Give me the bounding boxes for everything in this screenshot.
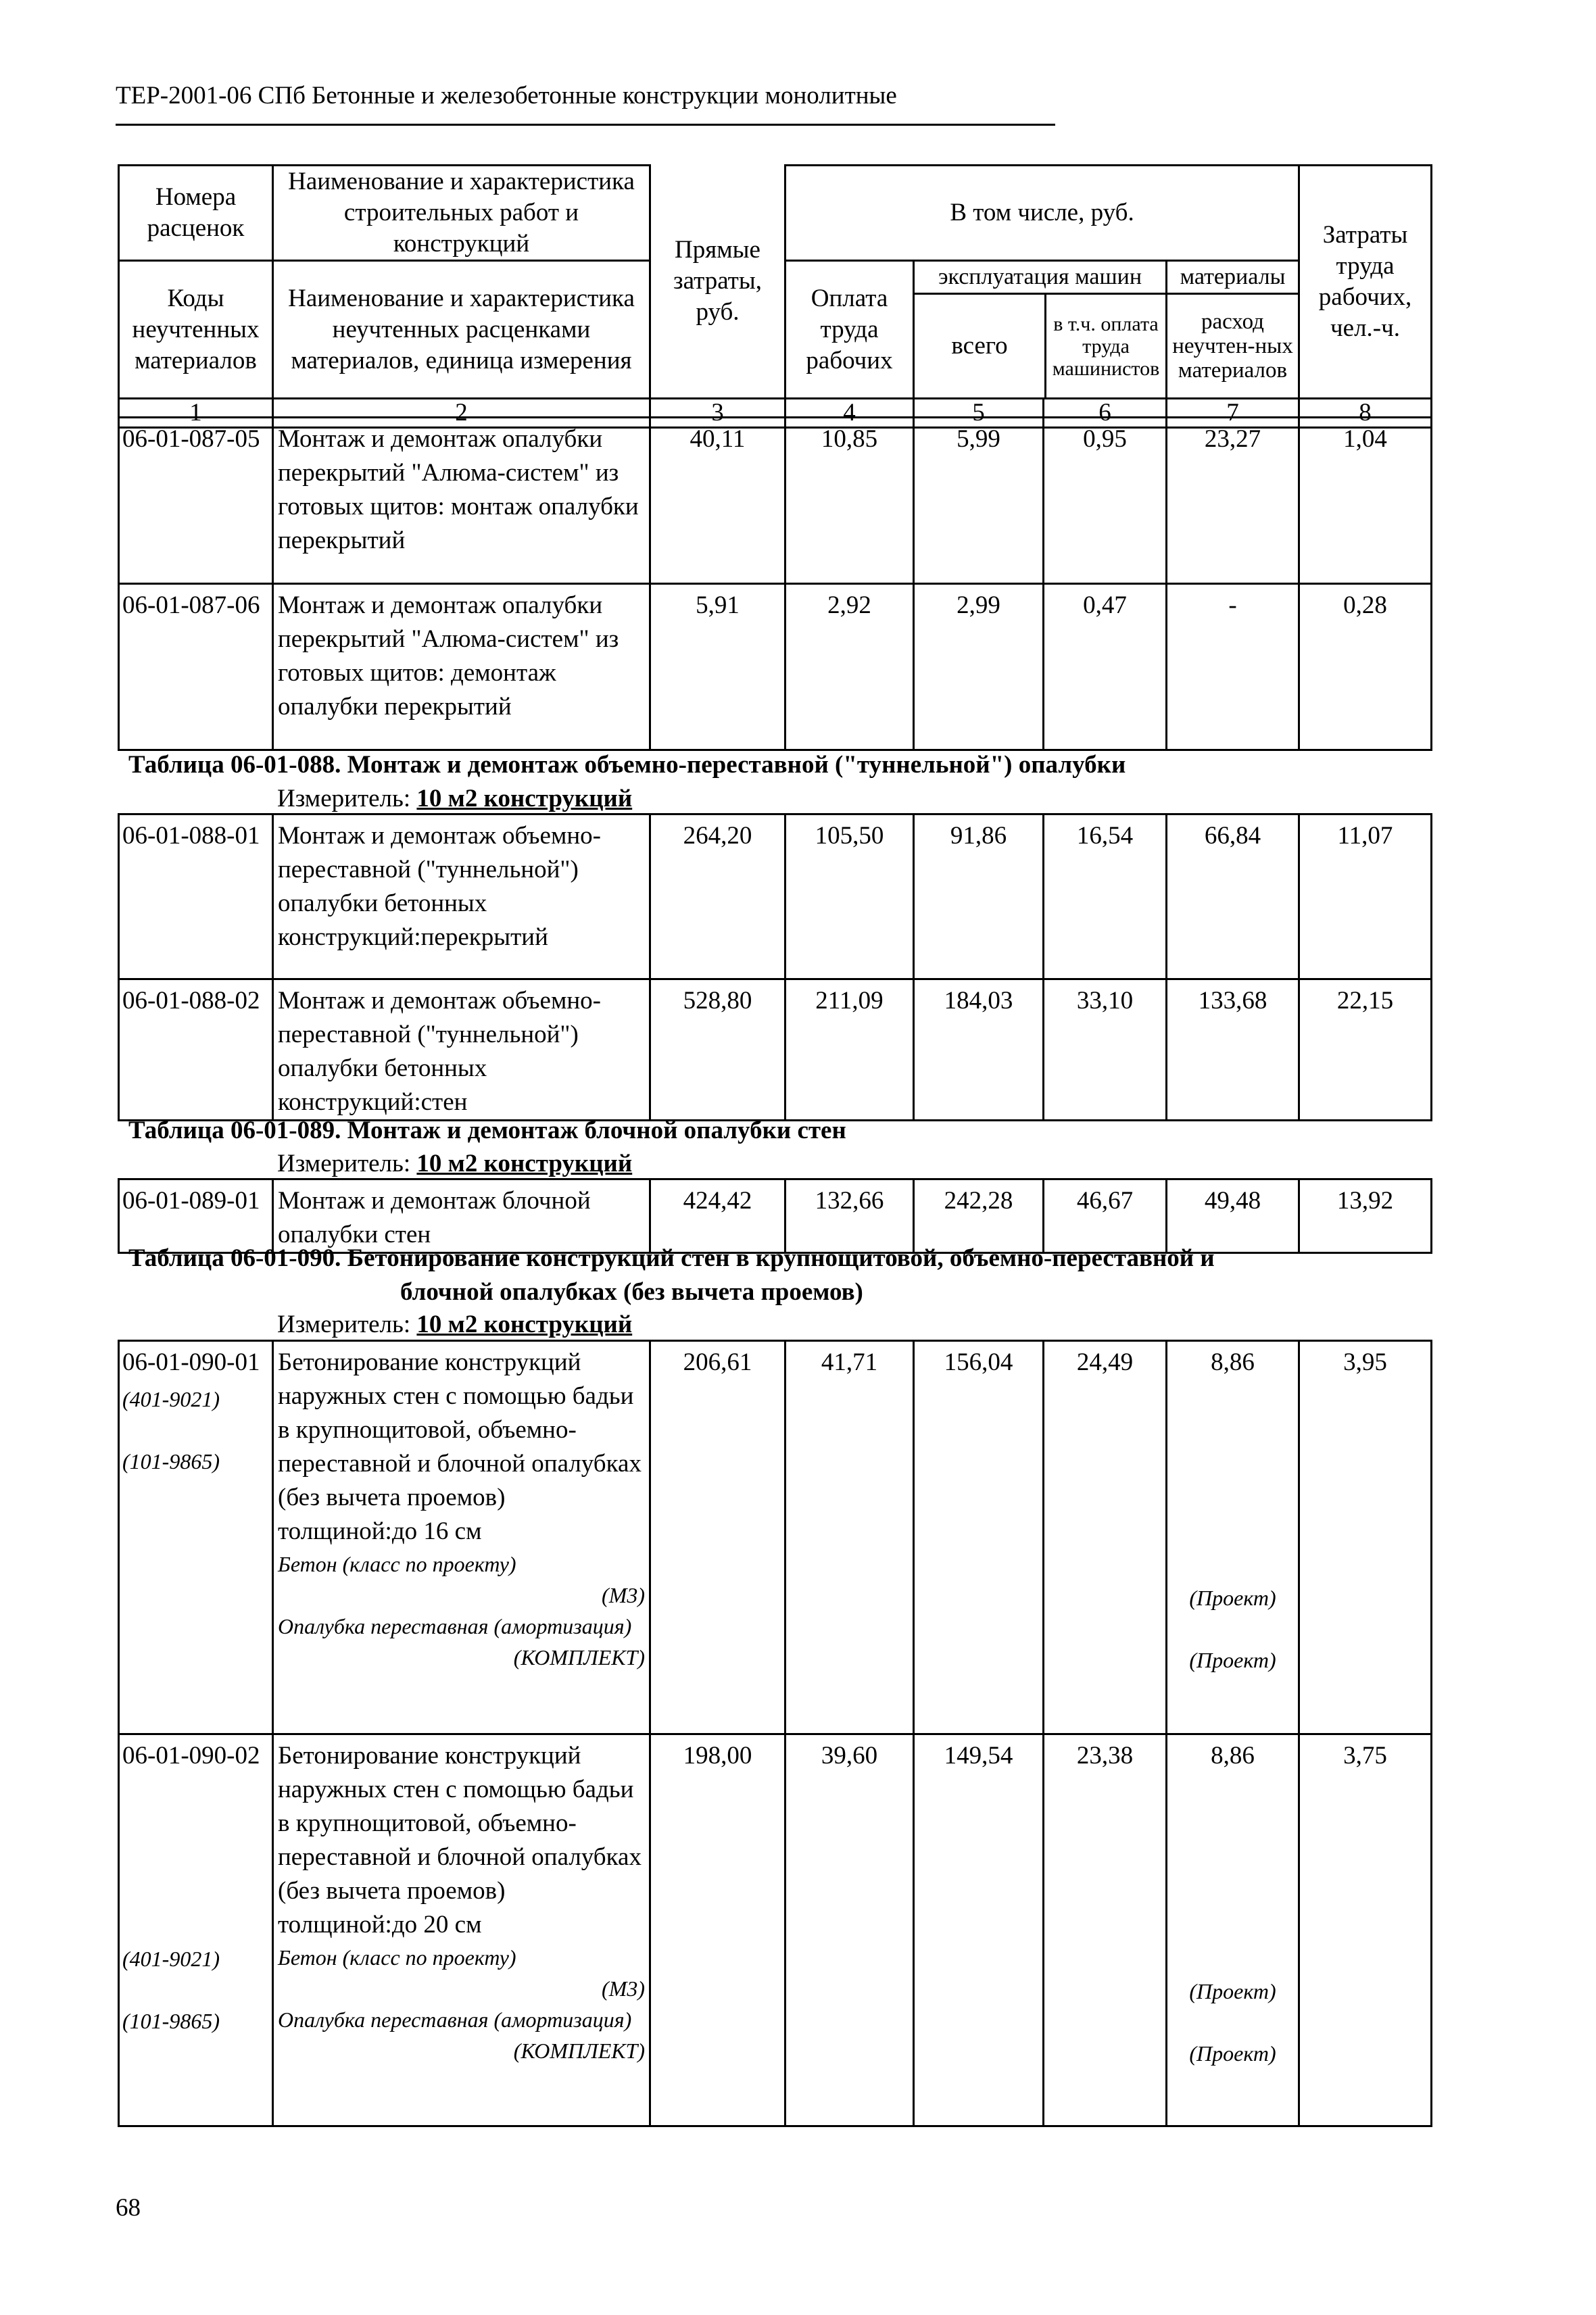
direct-cost: 5,91 (650, 584, 785, 750)
material-name-1: Бетон (класс по проекту) (278, 1552, 516, 1576)
col-unaccounted-materials-header: расход неучтен-ных материалов (1172, 310, 1293, 383)
table-090-caption-line2: блочной опалубках (без вычета проемов) (400, 1278, 863, 1306)
labor-hours: 11,07 (1299, 814, 1432, 979)
rate-name: Бетонирование конструкций наружных стен с помощью бадьи в крупнощитовой, объемно-переставной и блочной опалубках (без вычета проемов) толщиной:до 20 см (278, 1742, 642, 1939)
materials-cell (1167, 1341, 1299, 1734)
col-machines-header: эксплуатация машин (915, 262, 1165, 295)
labor-cost: 41,71 (785, 1341, 914, 1734)
col-num-1: 1 (119, 399, 273, 428)
material-unit-1: (М3) (602, 1976, 645, 2001)
table-row (119, 814, 1432, 979)
table-088-caption: Таблица 06-01-088. Монтаж и демонтаж объемно-переставной ("туннельной") опалубки (128, 751, 1126, 779)
rate-code: 06-01-088-01 (119, 814, 273, 979)
table-row (119, 979, 1432, 1121)
labor-hours: 22,15 (1299, 979, 1432, 1121)
col-material-name-header: Наименование и характеристика неучтенных расценками материалов, единица измерения (273, 261, 650, 399)
machinist-labor-cost: 24,49 (1044, 1341, 1167, 1734)
material-value-1: (Проект) (1189, 1586, 1276, 1610)
material-name-2: Опалубка переставная (амортизация) (278, 1614, 632, 1638)
materials-group (1167, 261, 1299, 399)
materials-cost: 8,86 (1211, 1348, 1255, 1376)
rate-code: 06-01-089-01 (119, 1179, 273, 1253)
col-codes-header: Номера расценок (119, 166, 273, 261)
labor-cost: 211,09 (785, 979, 914, 1121)
direct-cost: 198,00 (650, 1734, 785, 2126)
table-089 (118, 1178, 1432, 1254)
material-unit-2: (КОМПЛЕКТ) (513, 1645, 645, 1670)
labor-hours: 3,95 (1299, 1341, 1432, 1734)
rate-name-cell (273, 1734, 650, 2126)
materials-cost: 133,68 (1167, 979, 1299, 1121)
machinist-labor-cost: 33,10 (1044, 979, 1167, 1121)
header-rule (116, 124, 1055, 126)
labor-cost: 105,50 (785, 814, 914, 979)
materials-cell (1167, 1734, 1299, 2126)
machines-group (914, 261, 1167, 399)
material-name-1: Бетон (класс по проекту) (278, 1945, 516, 1970)
col-materials-header: материалы (1167, 262, 1298, 295)
col-labor-header: Оплата труда рабочих (785, 261, 914, 399)
rate-name: Монтаж и демонтаж блочной опалубки стен (273, 1179, 650, 1253)
col-material-codes-header: Коды неучтенных материалов (119, 261, 273, 399)
labor-hours: 0,28 (1299, 584, 1432, 750)
table-089-meter (277, 1149, 632, 1178)
materials-cost: 66,84 (1167, 814, 1299, 979)
labor-cost: 39,60 (785, 1734, 914, 2126)
table-row (119, 1734, 1432, 2126)
material-code-2: (101-9865) (122, 2009, 220, 2033)
material-value-2: (Проект) (1189, 2041, 1276, 2066)
material-unit-2: (КОМПЛЕКТ) (513, 2039, 645, 2063)
meter-value: 10 м2 конструкций (416, 1311, 633, 1338)
direct-cost: 40,11 (650, 418, 785, 584)
rate-name: Монтаж и демонтаж опалубки перекрытий "Алюма-систем" из готовых щитов: демонтаж опалубки перекрытий (273, 584, 650, 750)
machine-cost: 149,54 (914, 1734, 1044, 2126)
rate-code: 06-01-090-02 (122, 1742, 260, 1770)
table-090 (118, 1340, 1432, 2127)
page-number: 68 (116, 2194, 141, 2222)
meter-label: Измеритель: (277, 1311, 411, 1338)
rate-name: Бетонирование конструкций наружных стен с помощью бадьи в крупнощитовой, объемно-переставной и блочной опалубках (без вычета проемов) толщиной:до 16 см (278, 1348, 642, 1545)
machine-cost: 91,86 (914, 814, 1044, 979)
machinist-labor-cost: 16,54 (1044, 814, 1167, 979)
meter-label: Измеритель: (277, 785, 411, 812)
labor-hours: 13,92 (1299, 1179, 1432, 1253)
table-088 (118, 813, 1432, 1121)
rate-name: Монтаж и демонтаж объемно-переставной ("туннельной") опалубки бетонных конструкций:перекрытий (273, 814, 650, 979)
col-num-8: 8 (1299, 399, 1432, 428)
meter-value: 10 м2 конструкций (416, 785, 633, 812)
col-machines-total-header: всего (915, 295, 1046, 397)
direct-cost: 528,80 (650, 979, 785, 1121)
machine-cost: 2,99 (914, 584, 1044, 750)
materials-cost: - (1167, 584, 1299, 750)
machine-cost: 184,03 (914, 979, 1044, 1121)
rate-code-cell (119, 1341, 273, 1734)
material-code-1: (401-9021) (122, 1947, 220, 1971)
materials-cost: 49,48 (1167, 1179, 1299, 1253)
material-value-1: (Проект) (1189, 1979, 1276, 2003)
table-090-caption-line1: Таблица 06-01-090. Бетонирование конструкций стен в крупнощитовой, объемно-переставной и (128, 1244, 1215, 1272)
rate-name-cell (273, 1341, 650, 1734)
col-machinist-labor-header: в т.ч. оплата труда машинистов (1052, 312, 1160, 380)
labor-cost: 2,92 (785, 584, 914, 750)
machinist-labor-cost: 0,47 (1044, 584, 1167, 750)
table-row (119, 418, 1432, 584)
machinist-labor-cost: 46,67 (1044, 1179, 1167, 1253)
direct-cost: 264,20 (650, 814, 785, 979)
table-row (119, 1179, 1432, 1253)
rate-code: 06-01-088-02 (119, 979, 273, 1121)
col-name-header: Наименование и характеристика строительных работ и конструкций (273, 166, 650, 261)
col-num-5: 5 (914, 399, 1044, 428)
meter-value: 10 м2 конструкций (416, 1150, 633, 1177)
col-num-4: 4 (785, 399, 914, 428)
col-num-6: 6 (1044, 399, 1167, 428)
rate-name: Монтаж и демонтаж объемно-переставной ("туннельной") опалубки бетонных конструкций:стен (273, 979, 650, 1121)
table-087 (118, 416, 1432, 751)
col-group-header: В том числе, руб. (785, 166, 1299, 261)
table-088-meter (277, 784, 632, 813)
meter-label: Измеритель: (277, 1150, 411, 1177)
materials-cost: 23,27 (1167, 418, 1299, 584)
labor-hours: 1,04 (1299, 418, 1432, 584)
labor-hours: 3,75 (1299, 1734, 1432, 2126)
material-value-2: (Проект) (1189, 1648, 1276, 1672)
rate-name: Монтаж и демонтаж опалубки перекрытий "Алюма-систем" из готовых щитов: монтаж опалубки перекрытий (273, 418, 650, 584)
col-num-3: 3 (650, 399, 785, 428)
direct-cost: 424,42 (650, 1179, 785, 1253)
labor-cost: 132,66 (785, 1179, 914, 1253)
table-row (119, 1341, 1432, 1734)
rate-code: 06-01-087-05 (119, 418, 273, 584)
labor-cost: 10,85 (785, 418, 914, 584)
rate-code-cell (119, 1734, 273, 2126)
material-unit-1: (М3) (602, 1583, 645, 1607)
materials-cost: 8,86 (1211, 1742, 1255, 1770)
col-hours-header: Затраты труда рабочих, чел.-ч. (1299, 166, 1432, 399)
column-header-table (118, 164, 1432, 429)
table-090-meter (277, 1310, 632, 1339)
machine-cost: 242,28 (914, 1179, 1044, 1253)
material-code-2: (101-9865) (122, 1449, 220, 1473)
table-089-caption: Таблица 06-01-089. Монтаж и демонтаж блочной опалубки стен (128, 1117, 846, 1144)
page-header-title: ТЕР-2001-06 СПб Бетонные и железобетонные конструкции монолитные (116, 82, 897, 109)
material-name-2: Опалубка переставная (амортизация) (278, 2007, 632, 2032)
table-row (119, 584, 1432, 750)
rate-code: 06-01-090-01 (122, 1348, 260, 1376)
machinist-labor-cost: 0,95 (1044, 418, 1167, 584)
col-direct-header: Прямые затраты, руб. (650, 166, 785, 399)
direct-cost: 206,61 (650, 1341, 785, 1734)
machine-cost: 156,04 (914, 1341, 1044, 1734)
machinist-labor-cost: 23,38 (1044, 1734, 1167, 2126)
rate-code: 06-01-087-06 (119, 584, 273, 750)
col-num-7: 7 (1167, 399, 1299, 428)
col-num-2: 2 (273, 399, 650, 428)
material-code-1: (401-9021) (122, 1387, 220, 1411)
machine-cost: 5,99 (914, 418, 1044, 584)
